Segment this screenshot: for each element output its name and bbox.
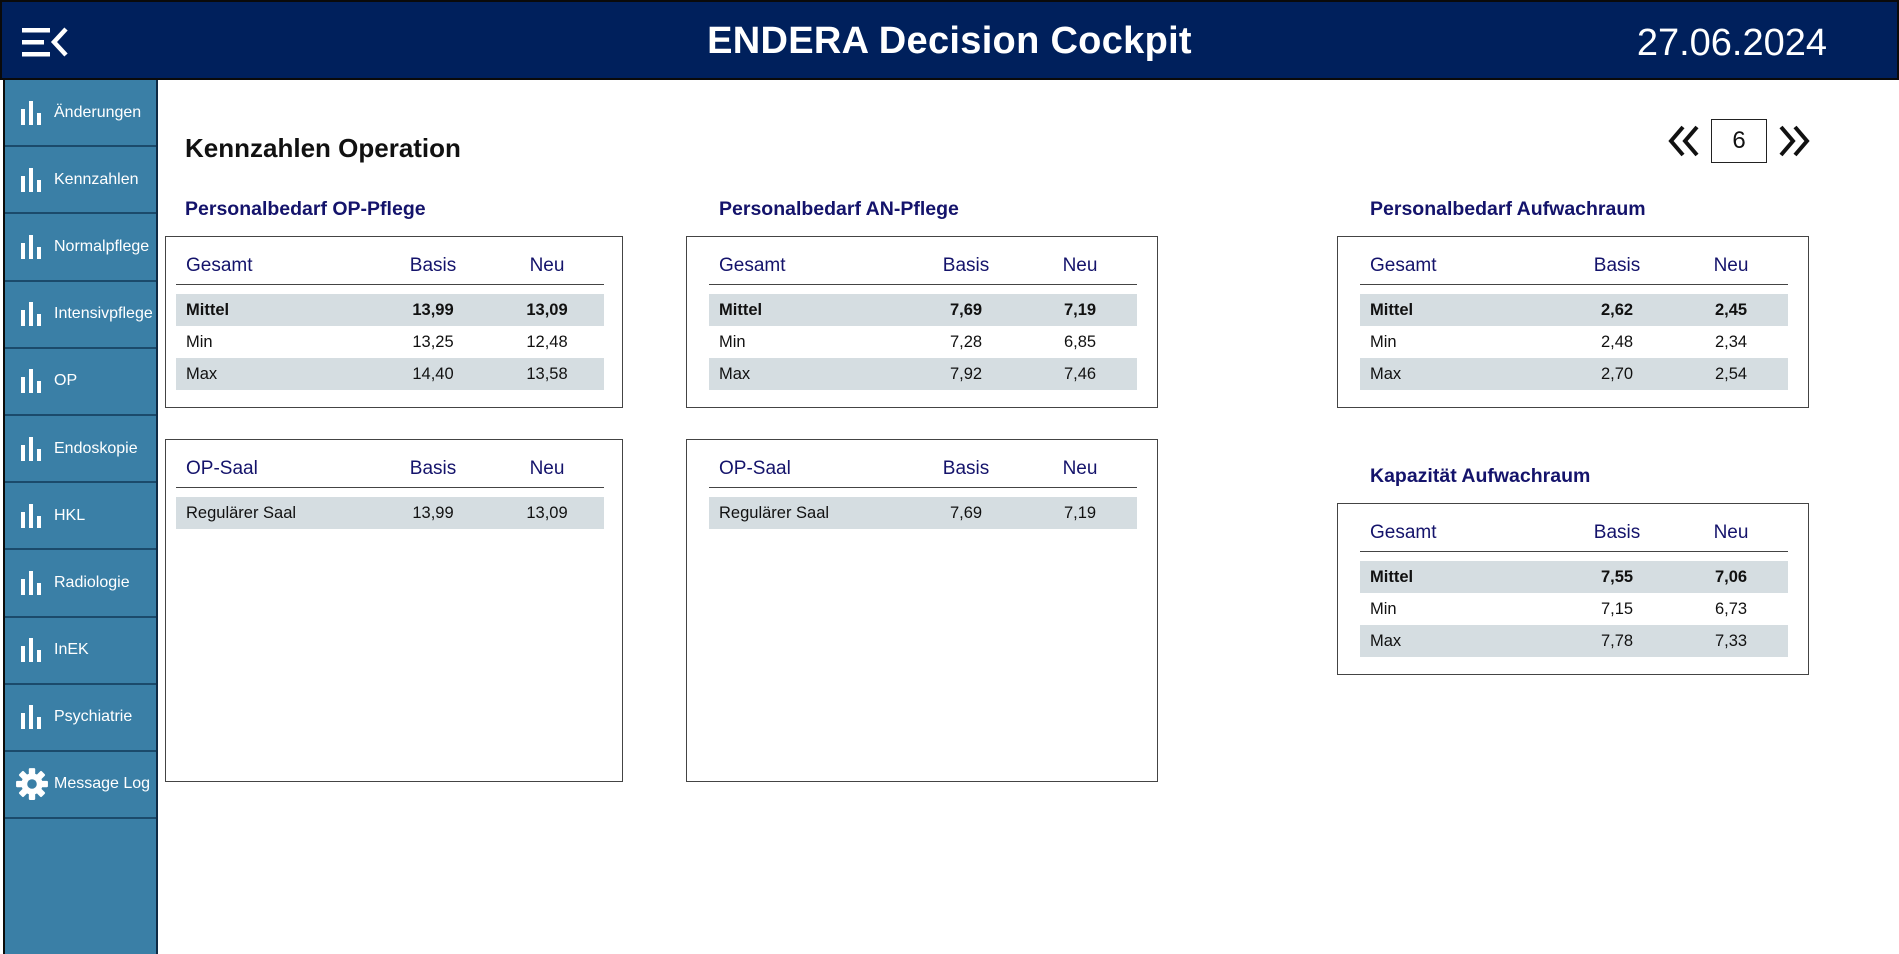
page-number-input[interactable]	[1711, 119, 1767, 163]
row-label: Max	[1360, 625, 1560, 657]
bar-chart-icon	[19, 235, 45, 259]
neu-value: 7,19	[1023, 294, 1137, 326]
table-row	[1360, 625, 1788, 657]
table-row	[709, 294, 1137, 326]
kennzahl-table	[1360, 237, 1788, 390]
sidebar-item-label: InEK	[54, 641, 89, 659]
pager	[1665, 118, 1813, 164]
kennzahl-table	[709, 440, 1137, 529]
sidebar-item-inek[interactable]	[5, 618, 156, 685]
column-header: Gesamt	[1360, 237, 1560, 284]
app-title: ENDERA Decision Cockpit	[707, 20, 1192, 62]
column-header: OP-Saal	[176, 440, 376, 487]
basis-value: 7,78	[1560, 625, 1674, 657]
column-header: Basis	[1560, 504, 1674, 551]
table-row	[709, 358, 1137, 390]
basis-value: 13,99	[376, 294, 490, 326]
kennzahl-box-an-pflege	[686, 236, 1158, 408]
basis-value: 2,62	[1560, 294, 1674, 326]
sidebar-item-kennzahlen[interactable]	[5, 147, 156, 214]
sidebar-item-intensivpflege[interactable]	[5, 282, 156, 349]
table-row	[709, 326, 1137, 358]
column-header: OP-Saal	[709, 440, 909, 487]
sidebar-item-label: Endoskopie	[54, 439, 138, 457]
table-row	[1360, 561, 1788, 593]
bar-chart-icon	[19, 504, 45, 528]
table-row	[176, 326, 604, 358]
sidebar-item-label: Intensivpflege	[54, 305, 153, 323]
bar-chart-icon	[19, 638, 45, 662]
sidebar-item-label: OP	[54, 372, 78, 390]
kennzahl-box-op-saal-middle	[686, 439, 1158, 782]
sidebar-item-label: Psychiatrie	[54, 708, 133, 726]
column-header: Basis	[909, 440, 1023, 487]
kennzahl-box-aufwachraum	[1337, 236, 1809, 408]
neu-value: 6,85	[1063, 332, 1097, 351]
kennzahl-box-op-saal-left	[165, 439, 623, 782]
sidebar-item-radiologie[interactable]	[5, 550, 156, 617]
page-title: Kennzahlen Operation	[185, 133, 461, 163]
app-header	[0, 0, 1899, 80]
kennzahl-table	[1360, 504, 1788, 657]
column-header: Neu	[490, 237, 604, 284]
sidebar-item-label: Änderungen	[54, 103, 142, 121]
sidebar-item-label: HKL	[54, 506, 86, 524]
row-label: Mittel	[176, 294, 376, 326]
table-row	[709, 497, 1137, 529]
column-header: Neu	[1023, 440, 1137, 487]
double-chevron-left-icon[interactable]	[1665, 121, 1705, 161]
basis-value: 7,69	[909, 294, 1023, 326]
table-row	[1360, 326, 1788, 358]
section-title-kapazitaet: Kapazität Aufwachraum	[1370, 465, 1591, 487]
column-header: Basis	[376, 237, 490, 284]
table-row	[176, 497, 604, 529]
table-row	[176, 294, 604, 326]
neu-value: 13,09	[490, 497, 604, 529]
row-label: Mittel	[1360, 561, 1560, 593]
sidebar-item-label: Normalpflege	[54, 237, 150, 255]
kennzahl-box-op-pflege	[165, 236, 623, 408]
column-header: Neu	[1674, 237, 1788, 284]
column-header: Basis	[909, 237, 1023, 284]
row-label: Max	[176, 358, 376, 390]
sidebar-item-message-log[interactable]	[5, 752, 156, 819]
neu-value: 7,33	[1674, 625, 1788, 657]
neu-value: 12,48	[526, 332, 568, 351]
kennzahl-table	[176, 440, 604, 529]
bar-chart-icon	[19, 302, 45, 326]
neu-value: 7,46	[1023, 358, 1137, 390]
row-label: Min	[186, 332, 213, 351]
neu-value: 2,54	[1674, 358, 1788, 390]
basis-value: 2,70	[1560, 358, 1674, 390]
row-label: Mittel	[709, 294, 909, 326]
bar-chart-icon	[19, 437, 45, 461]
basis-value: 7,92	[909, 358, 1023, 390]
double-chevron-right-icon[interactable]	[1773, 121, 1813, 161]
table-row	[1360, 294, 1788, 326]
basis-value: 7,28	[949, 332, 983, 351]
basis-value: 7,55	[1560, 561, 1674, 593]
sidebar-item-label: Kennzahlen	[54, 170, 139, 188]
kennzahl-table	[176, 237, 604, 390]
neu-value: 13,09	[490, 294, 604, 326]
bar-chart-icon	[19, 168, 45, 192]
column-header: Basis	[1560, 237, 1674, 284]
row-label: Regulärer Saal	[176, 497, 376, 529]
header-date: 27.06.2024	[1636, 22, 1827, 64]
row-label: Min	[719, 332, 746, 351]
basis-value: 14,40	[376, 358, 490, 390]
basis-value: 7,15	[1600, 599, 1634, 618]
row-label: Regulärer Saal	[709, 497, 909, 529]
table-row	[1360, 593, 1788, 625]
column-header: Gesamt	[1360, 504, 1560, 551]
column-header: Gesamt	[176, 237, 376, 284]
sidebar-item-psychiatrie[interactable]	[5, 685, 156, 752]
row-label: Max	[1360, 358, 1560, 390]
column-header: Neu	[1023, 237, 1137, 284]
sidebar-item-hkl[interactable]	[5, 483, 156, 550]
sidebar-item-label: Radiologie	[54, 573, 130, 591]
neu-value: 13,58	[490, 358, 604, 390]
section-title-op-pflege: Personalbedarf OP-Pflege	[185, 198, 426, 220]
sidebar-item-endoskopie[interactable]	[5, 416, 156, 483]
neu-value: 6,73	[1714, 599, 1748, 618]
neu-value: 7,19	[1023, 497, 1137, 529]
row-label: Min	[1370, 599, 1397, 618]
column-header: Gesamt	[709, 237, 909, 284]
sidebar-item-normalpflege[interactable]	[5, 214, 156, 281]
basis-value: 2,48	[1600, 332, 1634, 351]
bar-chart-icon	[19, 705, 45, 729]
section-title-aufwachraum: Personalbedarf Aufwachraum	[1370, 198, 1646, 220]
table-row	[1360, 358, 1788, 390]
row-label: Min	[1370, 332, 1397, 351]
column-header: Basis	[376, 440, 490, 487]
basis-value: 13,25	[412, 332, 454, 351]
sidebar-item-aenderungen[interactable]	[5, 80, 156, 147]
row-label: Mittel	[1360, 294, 1560, 326]
gear-icon	[15, 767, 49, 801]
bar-chart-icon	[19, 101, 45, 125]
sidebar-item-op[interactable]	[5, 349, 156, 416]
section-title-an-pflege: Personalbedarf AN-Pflege	[719, 198, 959, 220]
bar-chart-icon	[19, 369, 45, 393]
basis-value: 7,69	[909, 497, 1023, 529]
basis-value: 13,99	[376, 497, 490, 529]
bar-chart-icon	[19, 571, 45, 595]
sidebar-item-label: Message Log	[54, 775, 151, 793]
row-label: Max	[709, 358, 909, 390]
table-row	[176, 358, 604, 390]
column-header: Neu	[1674, 504, 1788, 551]
neu-value: 2,34	[1714, 332, 1748, 351]
kennzahl-table	[709, 237, 1137, 390]
neu-value: 7,06	[1674, 561, 1788, 593]
column-header: Neu	[490, 440, 604, 487]
kennzahl-box-kapazitaet	[1337, 503, 1809, 675]
sidebar-nav	[3, 80, 158, 954]
neu-value: 2,45	[1674, 294, 1788, 326]
